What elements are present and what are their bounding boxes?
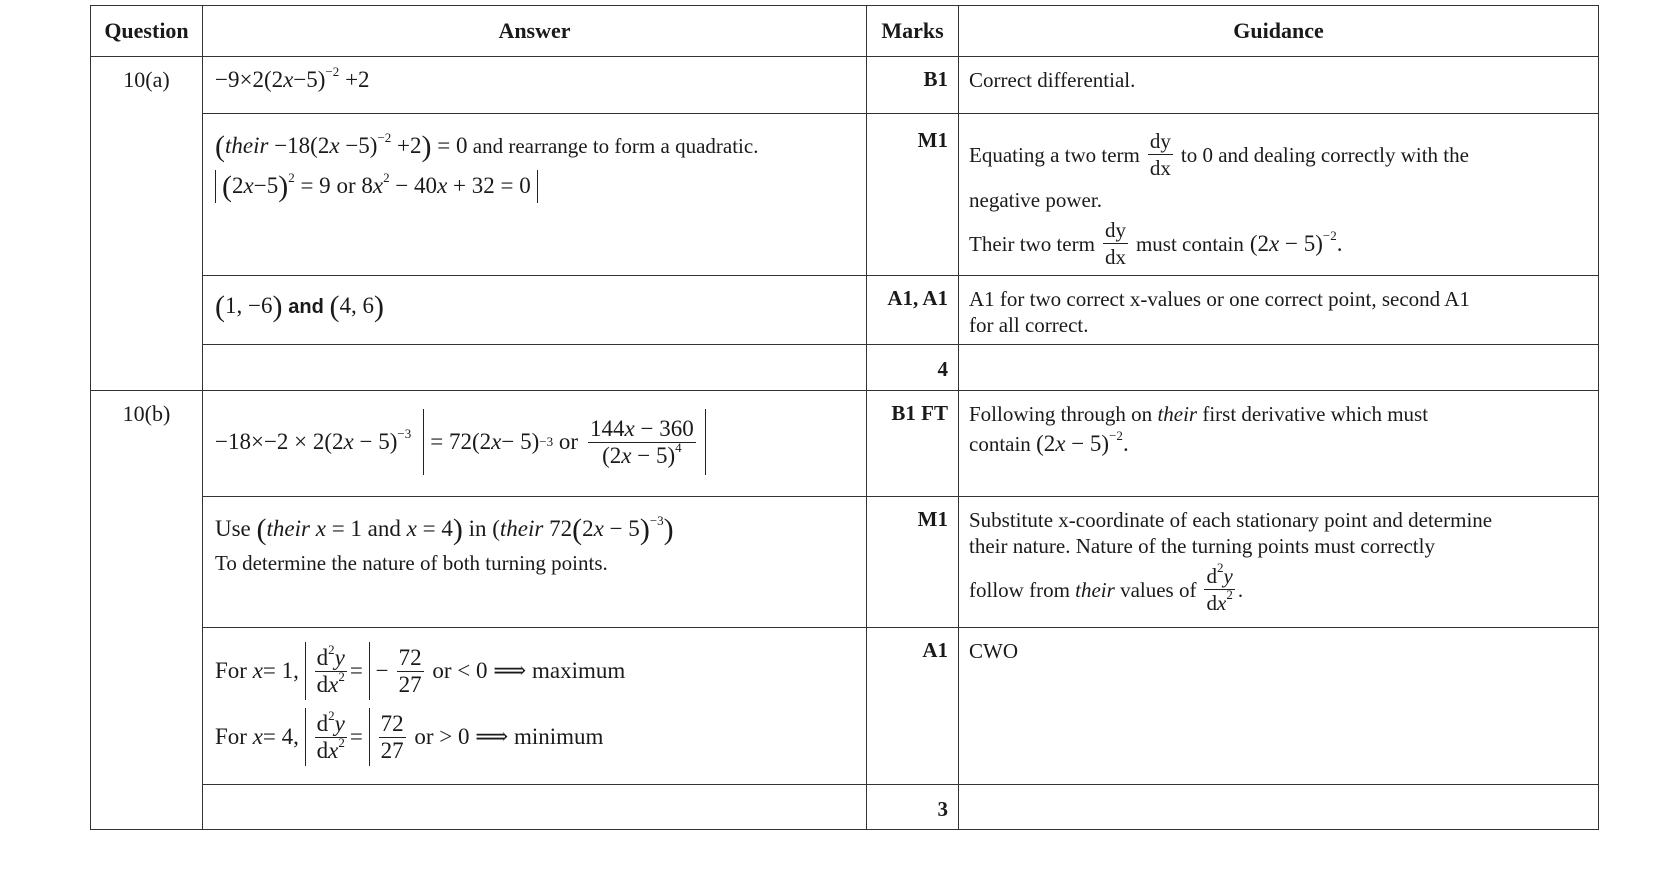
second-derivative-expression: $-18\times-2 \times 2(2x - 5)^{-3}$ = 72(2 x − 5) −3 or $\frac{144x - 360}{(2x - 5)^4}$ (215, 409, 866, 475)
guidance-text: A1 for two correct x-values or one correct point, second A1 (969, 287, 1470, 311)
guidance-text: Substitute x-coordinate of each stationary point and determine (969, 508, 1493, 532)
marks-cell: A1 (867, 628, 959, 785)
marks-cell: M1 (867, 497, 959, 628)
instruction-text: To determine the nature of both turning points. (215, 551, 608, 575)
answer-cell (203, 57, 867, 114)
table-row (91, 57, 1599, 114)
table-row (91, 114, 1599, 276)
mark-scheme-table (90, 5, 1599, 830)
dy-text: dy (1149, 129, 1171, 153)
answer-cell (203, 391, 867, 497)
marks-cell: B1 FT (867, 391, 959, 497)
first-derivative-expression: $-9\times 2(2x-5)^{-2} +2$ (215, 64, 370, 92)
guidance-cell: Substitute x-coordinate of each stationary point and determine their nature. Nature of the turning points must correctly follow from their values of $\frac{d^2y}{dx^2}$ . (959, 497, 1599, 628)
guidance-cell: Correct differential. (959, 57, 1599, 114)
marks-cell: M1 (867, 114, 959, 276)
table-row (91, 628, 1599, 785)
header-answer: Answer (203, 6, 867, 57)
quadratic-line: $(2x-5)^2 = 9$ or $8x^2 - 40x + 32 = 0$ (215, 170, 866, 203)
table-row (91, 497, 1599, 628)
instruction-text: and rearrange to form a quadratic. (472, 134, 759, 158)
substitution-line: Use (their x = 1 and x = 4) in (their $72(2x - 5)^{-3}$) (215, 513, 674, 546)
or-text: or (336, 173, 356, 198)
total-row (91, 785, 1599, 830)
marks-cell: B1 (867, 57, 959, 114)
equation-line: (their $-18(2x -5)^{-2} +2) = 0$ and rearrange to form a quadratic. (215, 130, 759, 163)
question-label: 10(a) (91, 57, 203, 391)
total-row (91, 345, 1599, 391)
header-guidance: Guidance (959, 6, 1599, 57)
dy-text: dy (1104, 218, 1126, 242)
question-label: 10(b) (91, 391, 203, 830)
guidance-text: their nature. Nature of the turning points must correctly (969, 534, 1435, 558)
total-marks: 3 (867, 785, 959, 830)
total-marks: 4 (867, 345, 959, 391)
guidance-text: Equating a two term (969, 142, 1140, 167)
or-text: or (558, 429, 579, 454)
guidance-text: for all correct. (969, 313, 1089, 337)
dx-text: dx (1104, 245, 1126, 269)
points-answer: (1, −6) and (4, 6) (215, 290, 385, 323)
maximum-line: For x = 1, $\frac{d^2y}{dx^2}$ = − $\frac{72}{27}$ or < 0 ⟹ maximum (215, 642, 866, 700)
header-marks: Marks (867, 6, 959, 57)
dx-text: dx (1149, 156, 1171, 180)
answer-cell (203, 497, 867, 628)
table-row (91, 276, 1599, 345)
guidance-cell (959, 276, 1599, 345)
guidance-cell: CWO (959, 628, 1599, 785)
guidance-text: Their two term (969, 231, 1095, 256)
marks-cell: A1, A1 (867, 276, 959, 345)
guidance-cell: Equating a two term $\frac{dy}{dx}$ to 0 and dealing correctly with the negative power. Their two term $\frac{dy}{dx}$ must contain $(2x - 5)^{-2}$. (959, 114, 1599, 276)
guidance-cell: Following through on their first derivative which must contain $(2x - 5)^{-2}$. (959, 391, 1599, 497)
answer-cell (203, 276, 867, 345)
guidance-text: must contain (1135, 231, 1244, 256)
answer-cell (203, 628, 867, 785)
header-question: Question (91, 6, 203, 57)
answer-cell (203, 114, 867, 276)
header-row (91, 6, 1599, 57)
guidance-text: to 0 and dealing correctly with the (1180, 142, 1469, 167)
minimum-line: For x = 4, $\frac{d^2y}{dx^2}$ = $\frac{72}{27}$ or > 0 ⟹ minimum (215, 708, 866, 766)
guidance-text: negative power. (969, 188, 1102, 212)
table-row (91, 391, 1599, 497)
